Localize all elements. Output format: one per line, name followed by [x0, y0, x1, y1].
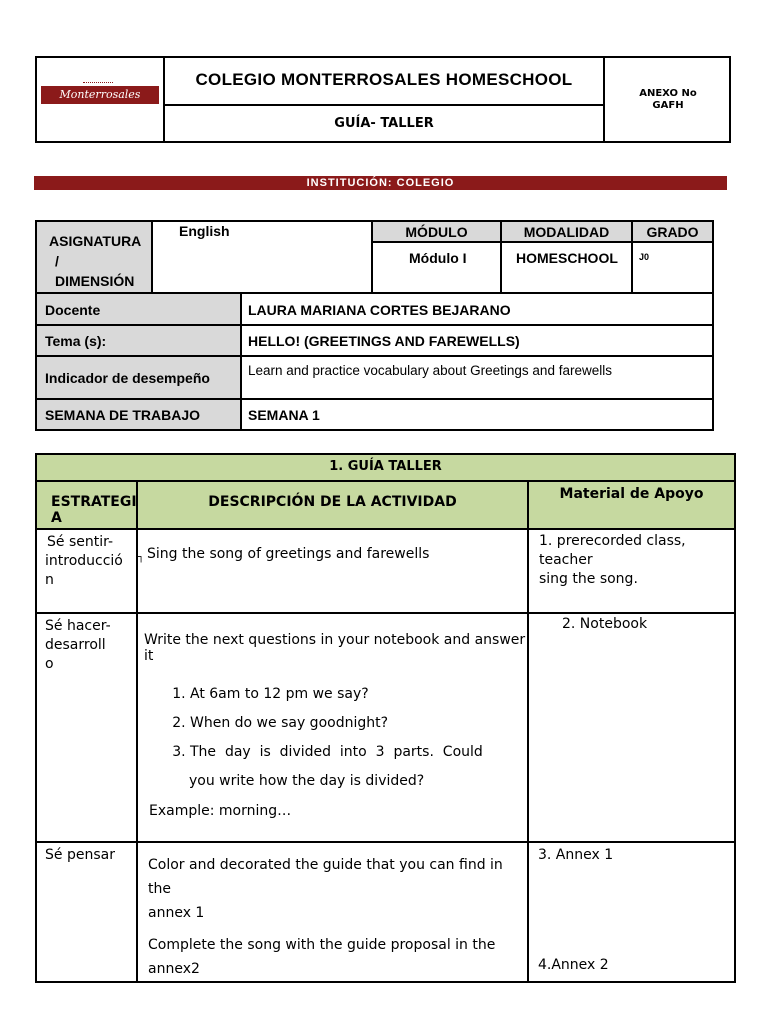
modalidad-value: HOMESCHOOL: [501, 242, 632, 293]
estrategia-line: introducció: [45, 553, 123, 569]
dimension-label: DIMENSIÓN: [55, 273, 135, 289]
indicador-label: Indicador de desempeño: [36, 356, 241, 399]
activity-table: [35, 453, 736, 983]
header-divider: [165, 104, 603, 106]
descripcion-cell: [137, 842, 528, 982]
material-cell: [528, 529, 735, 613]
estrategia-line: Sé hacer-: [45, 618, 111, 634]
descripcion-line: Color and decorated the guide that you can find in the: [148, 857, 503, 897]
asignatura-value: English: [152, 221, 372, 293]
material-header: Material de Apoyo: [528, 481, 735, 529]
estrategia-header-line-1: ESTRATEGI: [51, 494, 137, 510]
estrategia-cell: [36, 529, 137, 613]
semana-label: SEMANA DE TRABAJO: [36, 399, 241, 430]
section-title: 1. GUÍA TALLER: [36, 454, 735, 481]
asignatura-label-cell: [36, 221, 152, 293]
estrategia-line: o: [45, 656, 54, 672]
document-type: GUÍA- TALLER: [334, 116, 434, 131]
descripcion-cell: [137, 613, 528, 842]
descripcion-intro: Write the next questions in your notebook and answer it: [144, 632, 526, 664]
estrategia-header: [36, 481, 137, 529]
anexo-line-2: GAFH: [652, 100, 684, 111]
school-logo: Monterrosales: [41, 86, 159, 104]
tema-value: HELLO! (GREETINGS AND FAREWELLS): [241, 325, 713, 356]
institution-banner: INSTITUCIÓN: COLEGIO: [34, 176, 727, 190]
info-table: [35, 220, 714, 431]
descripcion-line: Complete the song with the guide proposal in the annex2: [148, 937, 496, 977]
grado-value: J0: [632, 242, 713, 293]
questions-list: [144, 686, 527, 760]
descripcion-cell: [137, 529, 528, 613]
estrategia-line: n: [45, 572, 54, 588]
example-text: Example: morning…: [149, 803, 292, 819]
modalidad-label: MODALIDAD: [501, 221, 632, 242]
material-cell: [528, 842, 735, 982]
anexo-label: [605, 88, 731, 112]
list-item: 1. At 6am to 12 pm we say?: [190, 686, 527, 702]
descripcion-header: DESCRIPCIÓN DE LA ACTIVIDAD: [137, 481, 528, 529]
indicador-value: Learn and practice vocabulary about Greetings and farewells: [241, 356, 713, 399]
modulo-value: Módulo I: [372, 242, 501, 293]
question-continuation: you write how the day is divided?: [189, 773, 425, 789]
tema-label: Tema (s):: [36, 325, 241, 356]
bullet-mark: ┐: [138, 552, 145, 563]
modulo-label: MÓDULO: [372, 221, 501, 242]
material-cell: 2. Notebook: [528, 613, 735, 842]
estrategia-header-line-2: A: [51, 510, 62, 526]
material-line: sing the song.: [539, 571, 638, 587]
estrategia-cell: [36, 613, 137, 842]
docente-value: LAURA MARIANA CORTES BEJARANO: [241, 293, 713, 325]
material-line: 1. prerecorded class, teacher: [539, 533, 686, 568]
estrategia-cell: Sé pensar: [36, 842, 137, 982]
asignatura-slash: /: [55, 253, 59, 269]
descripcion-text: Sing the song of greetings and farewells: [147, 546, 430, 562]
list-item: 3. The day is divided into 3 parts. Could: [190, 744, 527, 760]
estrategia-line: Sé sentir-: [47, 534, 114, 550]
semana-value: SEMANA 1: [241, 399, 713, 430]
school-name: COLEGIO MONTERROSALES HOMESCHOOL: [195, 70, 573, 89]
material-line: 3. Annex 1: [538, 847, 614, 863]
document-header: [35, 56, 731, 143]
material-line: 4.Annex 2: [538, 957, 609, 973]
list-item: 2. When do we say goodnight?: [190, 715, 527, 731]
docente-label: Docente: [36, 293, 241, 325]
descripcion-line: annex 1: [148, 905, 205, 921]
grado-label: GRADO: [632, 221, 713, 242]
asignatura-label: ASIGNATURA: [49, 233, 142, 249]
estrategia-line: desarroll: [45, 637, 106, 653]
anexo-line-1: ANEXO No: [639, 88, 697, 99]
